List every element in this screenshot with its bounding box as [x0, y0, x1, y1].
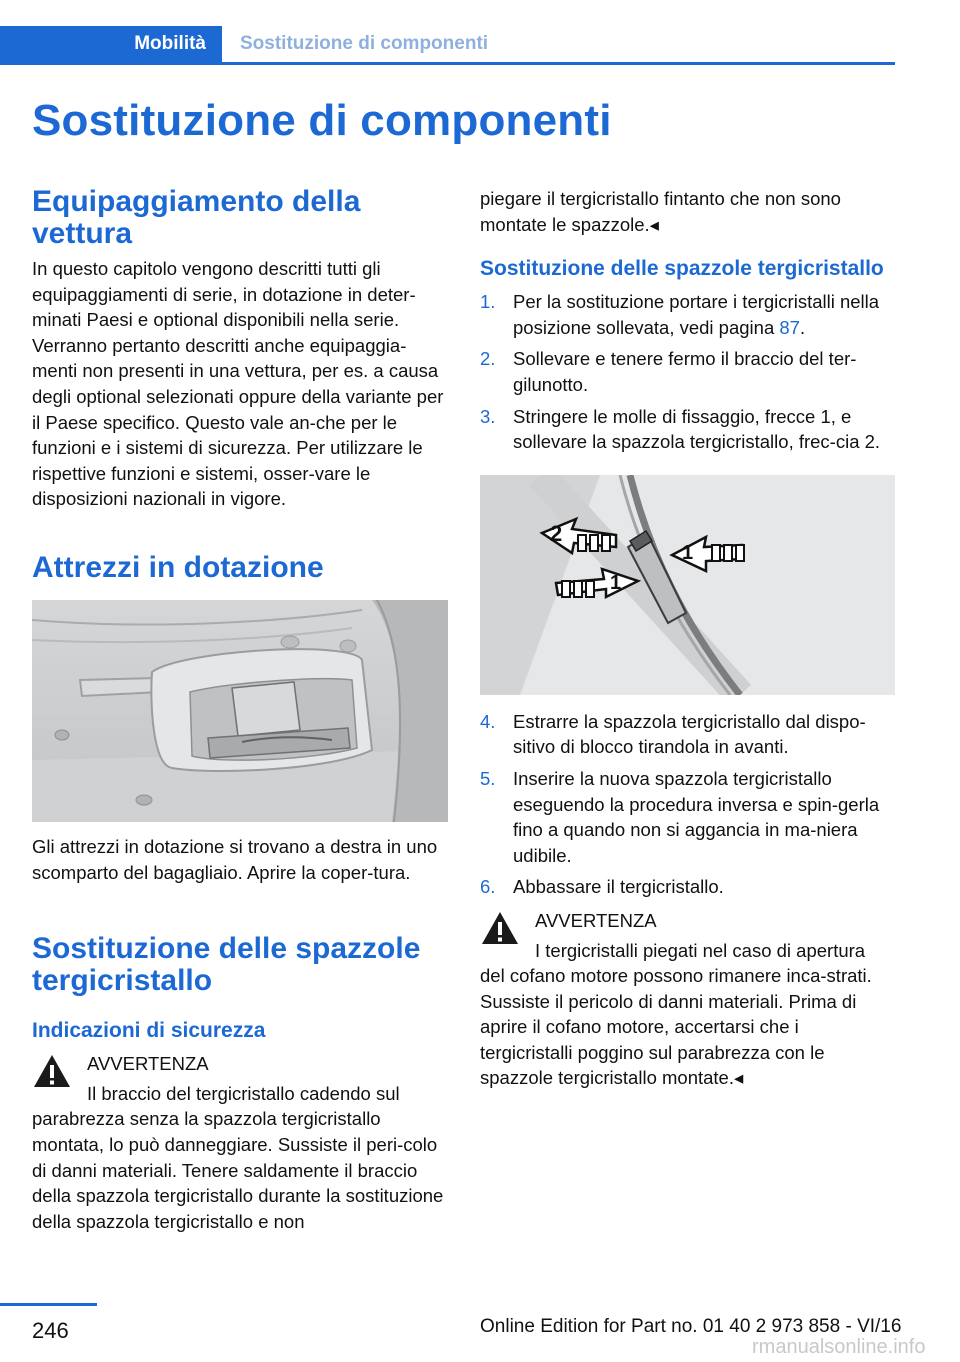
step-number: 4.: [480, 710, 496, 732]
step-text: Per la sostituzione portare i tergicristalli nella posizione sollevata, vedi pagina: [513, 291, 880, 338]
equipment-heading: Equipaggiamento della vettura: [32, 185, 361, 250]
wiper-heading: Sostituzione delle spazzole tergicristallo: [32, 932, 421, 998]
warning-first-line: Il braccio del tergicristallo cadendo sul: [87, 1082, 400, 1104]
warning-triangle-icon: [480, 910, 520, 946]
step-item: [480, 766, 896, 868]
step-text-end: .: [799, 316, 806, 338]
right-column: [480, 186, 896, 1091]
step-number: 6.: [480, 876, 496, 898]
edition-note: Online Edition for Part no. 01 40 2 973 858 - VI/16: [480, 1316, 902, 1337]
figure-label-1-right: 1: [682, 541, 694, 564]
step-text: Abbassare il tergicristallo.: [513, 876, 724, 898]
step-number: 1.: [480, 291, 496, 313]
section-tab: Mobilità: [0, 26, 222, 62]
step-item: [480, 346, 896, 397]
step-item: [480, 404, 896, 455]
equipment-text: In questo capitolo vengono descritti tutti gli equipaggiamenti di serie, in dotazione in deter‐minati Paesi e optional disponibili nella serie. Verranno pertanto descritti anche equipaggia‐menti non presenti in una vettura, per es. a causa degli optional selezionati oppure della variante per il Paese specifico. Questo vale an‐che per le funzioni e i sistemi di sicurezza. Per utilizzare le rispettive funzioni e sistemi, osser‐vare le disposizioni nazionali in vigore.: [32, 258, 444, 510]
footer-accent-line: [0, 1303, 97, 1306]
step-item: [480, 874, 896, 900]
figure-label-1-left: 1: [610, 571, 622, 594]
step-text: Stringere le molle di fissaggio, frecce 1, e sollevare la spazzola tergicristallo, frec‐cia 2.: [513, 405, 881, 453]
step-number: 2.: [480, 348, 496, 370]
warning-block: [480, 908, 896, 1091]
step-item: [480, 709, 896, 760]
warning-triangle-icon: [32, 1053, 72, 1089]
step-item: [480, 289, 896, 340]
step-number: 3.: [480, 405, 496, 427]
figure-label-2: 2: [550, 520, 563, 546]
page-title: Sostituzione di componenti: [32, 96, 612, 145]
warning-label: AVVERTENZA: [87, 1053, 209, 1075]
warning-text: parabrezza senza la spazzola tergicristallo montata, lo può danneggiare. Sussiste il peri‐colo di danni materiali. Tenere saldamente il braccio della spazzola tergicristallo durante la sostituzione della spazzola tergicristallo e non: [32, 1108, 444, 1232]
tools-text: Gli attrezzi in dotazione si trovano a destra in uno scomparto del bagagliaio. Aprire la coper‐tura.: [32, 835, 438, 883]
tools-heading: Attrezzi in dotazione: [32, 550, 324, 584]
step-text: Inserire la nuova spazzola tergicristallo eseguendo la procedura inversa e spin‐gerla fino a quando non si aggancia in ma‐niera udibile.: [513, 767, 880, 866]
left-column: [32, 186, 448, 1234]
page-link[interactable]: 87: [779, 316, 800, 338]
wiper-figure: [480, 475, 895, 695]
continued-text: piegare il tergicristallo fintanto che non sono montate le spazzole.◂: [480, 188, 841, 235]
step-text: Estrarre la spazzola tergicristallo dal dispo‐sitivo di blocco tirandola in avanti.: [513, 710, 866, 758]
warning-text: del cofano motore possono rimanere inca‐strati. Sussiste il pericolo di danni materiali. Prima di aprire il cofano motore, accertarsi che i tergicristalli poggino sul parabrezza con le spazzole tergicristallo montate.◂: [480, 965, 872, 1089]
trunk-illustration: [32, 600, 448, 822]
step-text: Sollevare e tenere fermo il braccio del ter‐gilunotto.: [513, 348, 857, 395]
steps-list-b: [480, 709, 896, 900]
steps-list-a: [480, 289, 896, 455]
safety-heading: Indicazioni di sicurezza: [32, 1019, 266, 1043]
header-bar: [0, 26, 895, 65]
trunk-tools-figure: [32, 600, 448, 822]
warning-first-line: I tergicristalli piegati nel caso di apertura: [535, 939, 866, 961]
step-number: 5.: [480, 767, 496, 789]
wiper-replace-heading: Sostituzione delle spazzole tergicristallo: [480, 257, 884, 281]
warning-block: [32, 1051, 448, 1234]
warning-label: AVVERTENZA: [535, 909, 657, 931]
wiper-illustration: [480, 475, 895, 695]
chapter-tab: Sostituzione di componenti: [240, 33, 489, 54]
page-number: 246: [32, 1318, 69, 1343]
watermark: rmanualsonline.info: [752, 1336, 926, 1358]
